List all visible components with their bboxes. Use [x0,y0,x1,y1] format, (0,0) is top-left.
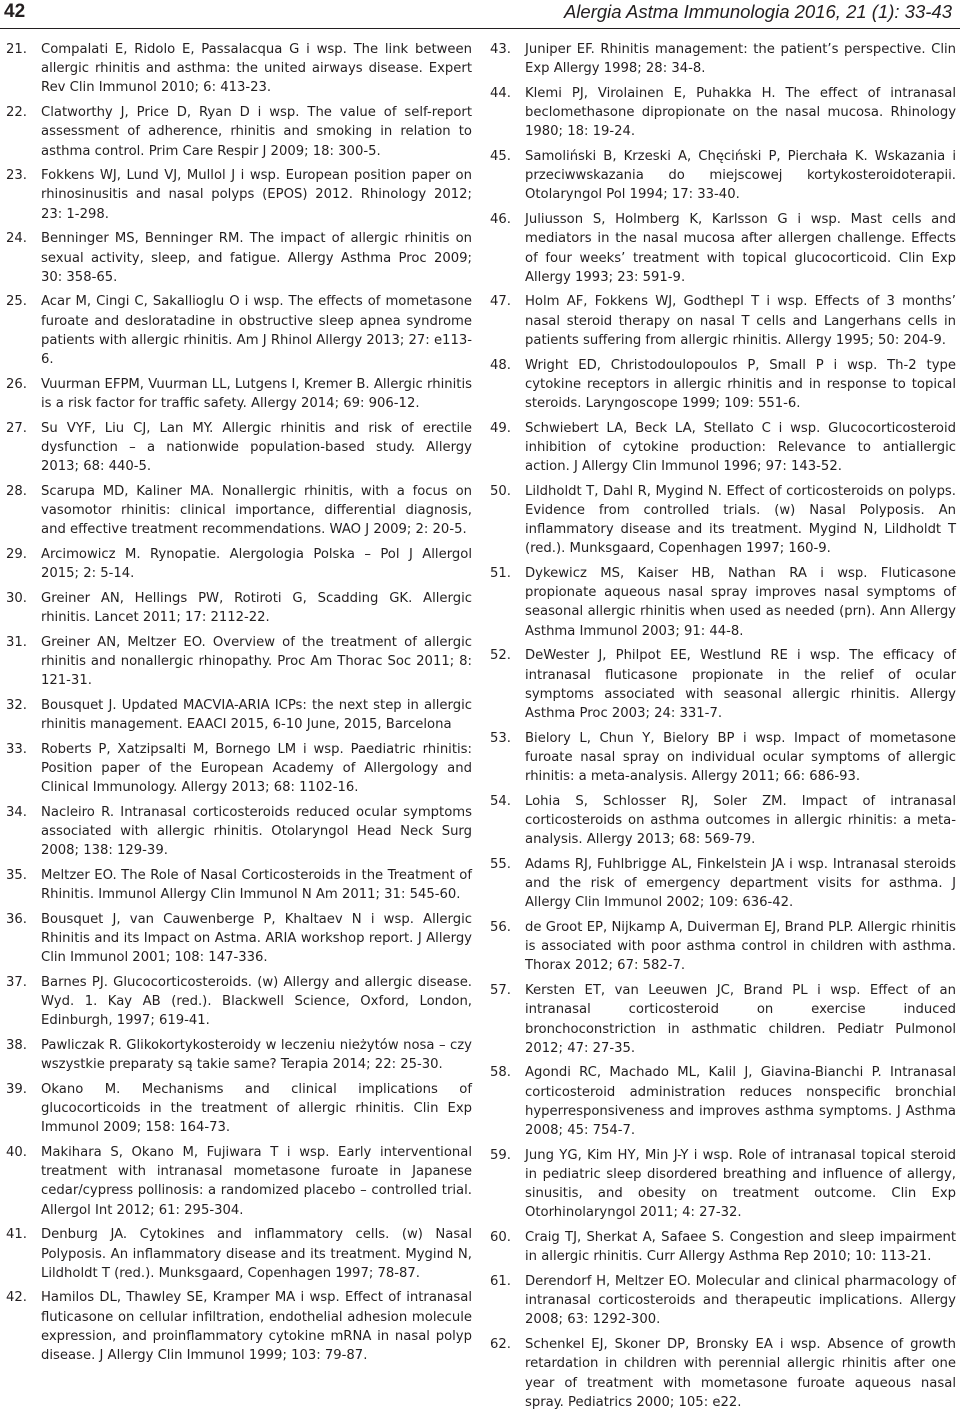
reference-number: 38. [6,1038,27,1054]
reference-text: Scarupa MD, Kaliner MA. Nonallergic rhinitis, with a focus on vasomotor rhinitis: clinical importance, differential diagnosis, and effective treatment recommendations. WAO J 2009; 2: 20-5. [41,483,472,538]
reference-number: 60. [490,1230,511,1246]
reference-item [6,973,472,1031]
reference-text: Clatworthy J, Price D, Ryan D i wsp. The value of self-report assessment of adherence, rhinitis and smoking in relation to asthma control. Prim Care Respir J 2009; 18: 300-5. [41,105,472,159]
reference-text: Bousquet J. Updated MACVIA-ARIA ICPs: the next step in allergic rhinitis management. EAACI 2015, 6-10 June, 2015, Barcelona [41,697,472,732]
reference-item [490,419,956,477]
reference-text: Denburg JA. Cytokines and inflammatory cells. (w) Nasal Polyposis. An inflammatory disease and its treatment. Mygind N, Lildholdt T (red.). Munksgaard, Copenhagen 1997; 78-87. [41,1227,472,1281]
reference-number: 45. [490,149,511,165]
reference-text: Barnes PJ. Glucocorticosteroids. (w) Allergy and allergic disease. Wyd. 1. Kay AB (red.). Blackwell Science, Oxford, London, Edinburgh, 1997; 619-41. [41,974,472,1029]
reference-item [490,84,956,142]
reference-number: 28. [6,483,27,499]
reference-text: Agondi RC, Machado ML, Kalil J, Giavina-Bianchi P. Intranasal corticosteroid administration reduces nonspecific bronchial hyperresponsiveness and improves asthma symptoms. J Asthma 2008; 45: 754-7. [525,1065,956,1139]
reference-text: Schwiebert LA, Beck LA, Stellato C i wsp. Glucocorticosteroid inhibition of cytokine production: Relevance to antiallergic action. J Allergy Clin Immunol 1996; 97: 143-52. [525,420,956,475]
reference-text: Greiner AN, Meltzer EO. Overview of the treatment of allergic rhinitis and nonallergic rhinopathy. Proc Am Thorac Soc 2011; 8: 121-31. [41,634,472,689]
reference-text: de Groot EP, Nijkamp A, Duiverman EJ, Brand PLP. Allergic rhinitis is associated with poor asthma control in children with asthma. Thorax 2012; 67: 582-7. [525,920,956,974]
references-right-column [490,40,956,1417]
reference-item [490,729,956,787]
reference-text: Makihara S, Okano M, Fujiwara T i wsp. Early interventional treatment with intranasal mometasone furoate in Japanese cedar/cypress pollinosis: a randomized placebo – controlled trial. Allergol Int 2012; 61: 295-304. [41,1145,472,1218]
reference-item [490,981,956,1058]
reference-text: Bielory L, Chun Y, Bielory BP i wsp. Impact of mometasone furoate nasal spray on individual ocular symptoms of allergic rhinitis: a meta-analysis. Allergy 2011; 66: 686-93. [525,730,956,785]
reference-item [6,40,472,98]
reference-number: 21. [6,42,27,57]
reference-number: 40. [6,1145,27,1161]
reference-number: 44. [490,85,511,101]
reference-text: Su VYF, Liu CJ, Lan MY. Allergic rhinitis and risk of erectile dysfunction – a nationwide population-based study. Allergy 2013; 68: 440-5. [41,420,472,475]
reference-item [490,40,956,78]
reference-number: 27. [6,420,27,436]
reference-number: 33. [6,741,27,757]
reference-text: Okano M. Mechanisms and clinical implications of glucocorticoids in the treatment of allergic rhinitis. Clin Exp Immunol 2009; 158: 164-73. [41,1081,472,1136]
reference-text: Meltzer EO. The Role of Nasal Corticosteroids in the Treatment of Rhinitis. Immunol Allergy Clin Immunol N Am 2011; 31: 545-60. [41,867,472,903]
reference-item [6,482,472,540]
reference-item [490,855,956,913]
reference-text: Samoliński B, Krzeski A, Chęciński P, Pierchała K. Wskazania i przeciwwskazania do miejscowej kortykosteroidoterapii. Otolaryngol Pol 1994; 17: 33-40. [525,149,956,203]
reference-number: 42. [6,1290,27,1306]
reference-item [490,356,956,414]
reference-text: Klemi PJ, Virolainen E, Puhakka H. The effect of intranasal beclomethasone dipropionate on the nasal mucosa. Rhinology 1980; 18: 19-24. [525,85,956,140]
references-left-column [6,40,472,1371]
reference-item [6,633,472,691]
reference-item [6,866,472,904]
page-header [0,0,960,29]
reference-text: Roberts P, Xatzipsalti M, Bornego LM i wsp. Paediatric rhinitis: Position paper of the European Academy of Allergology and Clinical Immunology. Allergy 2013; 68: 1102-16. [41,741,472,796]
reference-text: Holm AF, Fokkens WJ, Godthepl T i wsp. Effects of 3 months’ nasal steroid therapy on nasal T cells and Langerhans cells in patients suffering from allergic rhinitis. Allergy 1995; 50: 204-9. [525,294,956,348]
reference-text: Derendorf H, Meltzer EO. Molecular and clinical pharmacology of intranasal corticosteroids and therapeutic implications. Allergy 2008; 63: 1292-300. [525,1273,956,1328]
reference-text: Juniper EF. Rhinitis management: the patient’s perspective. Clin Exp Allergy 1998; 28: 34-8. [525,42,956,77]
reference-item [6,1288,472,1365]
reference-text: Pawliczak R. Glikokortykosteroidy w leczeniu nieżytów nosa – czy wszystkie preparaty są takie same? Terapia 2014; 22: 25-30. [41,1038,472,1073]
reference-number: 31. [6,634,27,650]
reference-number: 39. [6,1081,27,1097]
reference-item [6,1143,472,1220]
reference-item [6,1225,472,1283]
reference-item [6,419,472,477]
reference-item [490,918,956,976]
reference-item [6,229,472,287]
reference-item [6,910,472,968]
reference-item [490,1228,956,1266]
reference-number: 35. [6,867,27,883]
reference-item [490,210,956,287]
reference-number: 54. [490,793,511,809]
reference-number: 49. [490,420,511,436]
reference-number: 48. [490,357,511,373]
reference-text: Dykewicz MS, Kaiser HB, Nathan RA i wsp. Fluticasone propionate aqueous nasal spray improves nasal symptoms of seasonal allergic rhinitis when used as needed (prn). Ann Allergy Asthma Immunol 2003; 91: 44-8. [525,566,956,639]
reference-number: 47. [490,294,511,310]
reference-item [6,1080,472,1138]
reference-number: 36. [6,911,27,927]
reference-number: 52. [490,648,511,664]
reference-item [6,103,472,161]
reference-text: DeWester J, Philpot EE, Westlund RE i wsp. The efficacy of intranasal fluticasone propionate in the relief of ocular symptoms associated with seasonal allergic rhinitis. Allergy Asthma Proc 2003; 24: 331-7. [525,648,956,721]
reference-number: 37. [6,974,27,990]
reference-text: Bousquet J, van Cauwenberge P, Khaltaev N i wsp. Allergic Rhinitis and its Impact on Astma. ARIA workshop report. J Allergy Clin Immunol 2001; 108: 147-336. [41,911,472,966]
reference-item [490,564,956,641]
reference-item [490,1335,956,1412]
journal-citation: Alergia Astma Immunologia 2016, 21 (1): 33-43 [563,1,952,22]
reference-text: Nacleiro R. Intranasal corticosteroids reduced ocular symptoms associated with allergic rhinitis. Otolaryngol Head Neck Surg 2008; 138: 129-39. [41,804,472,859]
reference-number: 46. [490,212,511,228]
reference-item [490,147,956,205]
reference-text: Hamilos DL, Thawley SE, Kramper MA i wsp. Effect of intranasal fluticasone on cellular infiltration, endothelial adhesion molecule expression, and proinflammatory cytokine mRNA in nasal polyp disease. J Allergy Clin Immunol 1999; 103: 79-87. [41,1290,472,1364]
reference-text: Arcimowicz M. Rynopatie. Alergologia Polska – Pol J Allergol 2015; 2: 5-14. [41,546,472,582]
reference-text: Vuurman EFPM, Vuurman LL, Lutgens I, Kremer B. Allergic rhinitis is a risk factor for traffic safety. Allergy 2014; 69: 906-12. [41,376,472,411]
reference-text: Schenkel EJ, Skoner DP, Bronsky EA i wsp. Absence of growth retardation in children with perennial allergic rhinitis after one year of treatment with mometasone furoate aqueous nasal spray. Pediatrics 2000; 105: e22. [525,1337,956,1410]
reference-item [6,1036,472,1074]
reference-number: 61. [490,1273,511,1289]
reference-number: 56. [490,920,511,936]
reference-item [6,375,472,413]
reference-item [490,792,956,850]
reference-number: 58. [490,1065,511,1081]
reference-text: Lohia S, Schlosser RJ, Soler ZM. Impact of intranasal corticosteroids on asthma outcomes in allergic rhinitis: a meta-analysis. Allergy 2013; 68: 569-79. [525,793,956,848]
reference-item [6,166,472,224]
reference-number: 24. [6,231,27,247]
reference-number: 25. [6,294,27,310]
reference-item [6,803,472,861]
page-number: 42 [4,1,26,22]
reference-number: 29. [6,546,27,562]
reference-text: Benninger MS, Benninger RM. The impact of allergic rhinitis on sexual activity, sleep, and fatigue. Allergy Asthma Proc 2009; 30: 358-65. [41,231,472,285]
reference-number: 23. [6,168,27,184]
reference-item [490,1146,956,1223]
reference-item [6,292,472,369]
reference-text: Wright ED, Christodoulopoulos P, Small P i wsp. Th-2 type cytokine receptors in allergic rhinitis and in response to topical steroids. Laryngoscope 1999; 109: 551-6. [525,357,956,411]
reference-item [490,292,956,350]
reference-number: 32. [6,697,27,713]
reference-text: Greiner AN, Hellings PW, Rotiroti G, Scadding GK. Allergic rhinitis. Lancet 2011; 17: 2112-22. [41,590,472,625]
reference-text: Craig TJ, Sherkat A, Safaee S. Congestion and sleep impairment in allergic rhinitis. Curr Allergy Asthma Rep 2010; 10: 113-21. [525,1230,956,1265]
reference-number: 53. [490,730,511,746]
reference-number: 62. [490,1337,511,1353]
reference-number: 26. [6,376,27,392]
reference-item [490,482,956,559]
reference-item [6,740,472,798]
reference-number: 51. [490,566,511,582]
reference-number: 57. [490,983,511,999]
reference-text: Acar M, Cingi C, Sakallioglu O i wsp. The effects of mometasone furoate and desloratadine in obstructive sleep apnea syndrome patients with allergic rhinitis. Am J Rhinol Allergy 2013; 27: e113-6. [41,294,472,368]
reference-item [490,646,956,723]
reference-item [490,1272,956,1330]
reference-item [6,589,472,627]
reference-item [6,545,472,583]
reference-text: Compalati E, Ridolo E, Passalacqua G i wsp. The link between allergic rhinitis and asthma: the united airways disease. Expert Rev Clin Immunol 2010; 6: 413-23. [41,42,472,96]
reference-text: Kersten ET, van Leeuwen JC, Brand PL i wsp. Effect of an intranasal corticosteroid on exercise induced bronchoconstriction in asthmatic children. Pediatr Pulmonol 2012; 47: 27-35. [525,983,956,1056]
reference-text: Adams RJ, Fuhlbrigge AL, Finkelstein JA i wsp. Intranasal steroids and the risk of emergency department visits for asthma. J Allergy Clin Immunol 2002; 109: 636-42. [525,856,956,911]
reference-number: 59. [490,1147,511,1163]
reference-number: 22. [6,105,27,121]
reference-text: Fokkens WJ, Lund VJ, Mullol J i wsp. European position paper on rhinosinusitis and nasal polyps (EPOS) 2012. Rhinology 2012; 23: 1-298. [41,168,472,222]
reference-number: 34. [6,804,27,820]
reference-item [6,696,472,734]
reference-text: Lildholdt T, Dahl R, Mygind N. Effect of corticosteroids on polyps. Evidence from controlled trials. (w) Nasal Polyposis. An inflammatory disease and its treatment. Mygind N, Lildholdt T (red.). Munksgaard, Copenhagen 1997; 160-9. [525,483,956,557]
reference-number: 41. [6,1227,27,1243]
reference-number: 30. [6,590,27,606]
reference-number: 43. [490,42,511,57]
reference-text: Jung YG, Kim HY, Min J-Y i wsp. Role of intranasal topical steroid in pediatric sleep disordered breathing and influence of allergy, sinusitis, and obesity on treatment outcome. Clin Exp Otorhinolaryngol 2011; 4: 27-32. [525,1147,956,1221]
reference-item [490,1063,956,1140]
reference-number: 50. [490,483,511,499]
reference-text: Juliusson S, Holmberg K, Karlsson G i wsp. Mast cells and mediators in the nasal mucosa after allergen challenge. Effects of four weeks’ treatment with topical glucocorticoid. Clin Exp Allergy 1993; 23: 591-9. [525,212,956,285]
reference-number: 55. [490,856,511,872]
